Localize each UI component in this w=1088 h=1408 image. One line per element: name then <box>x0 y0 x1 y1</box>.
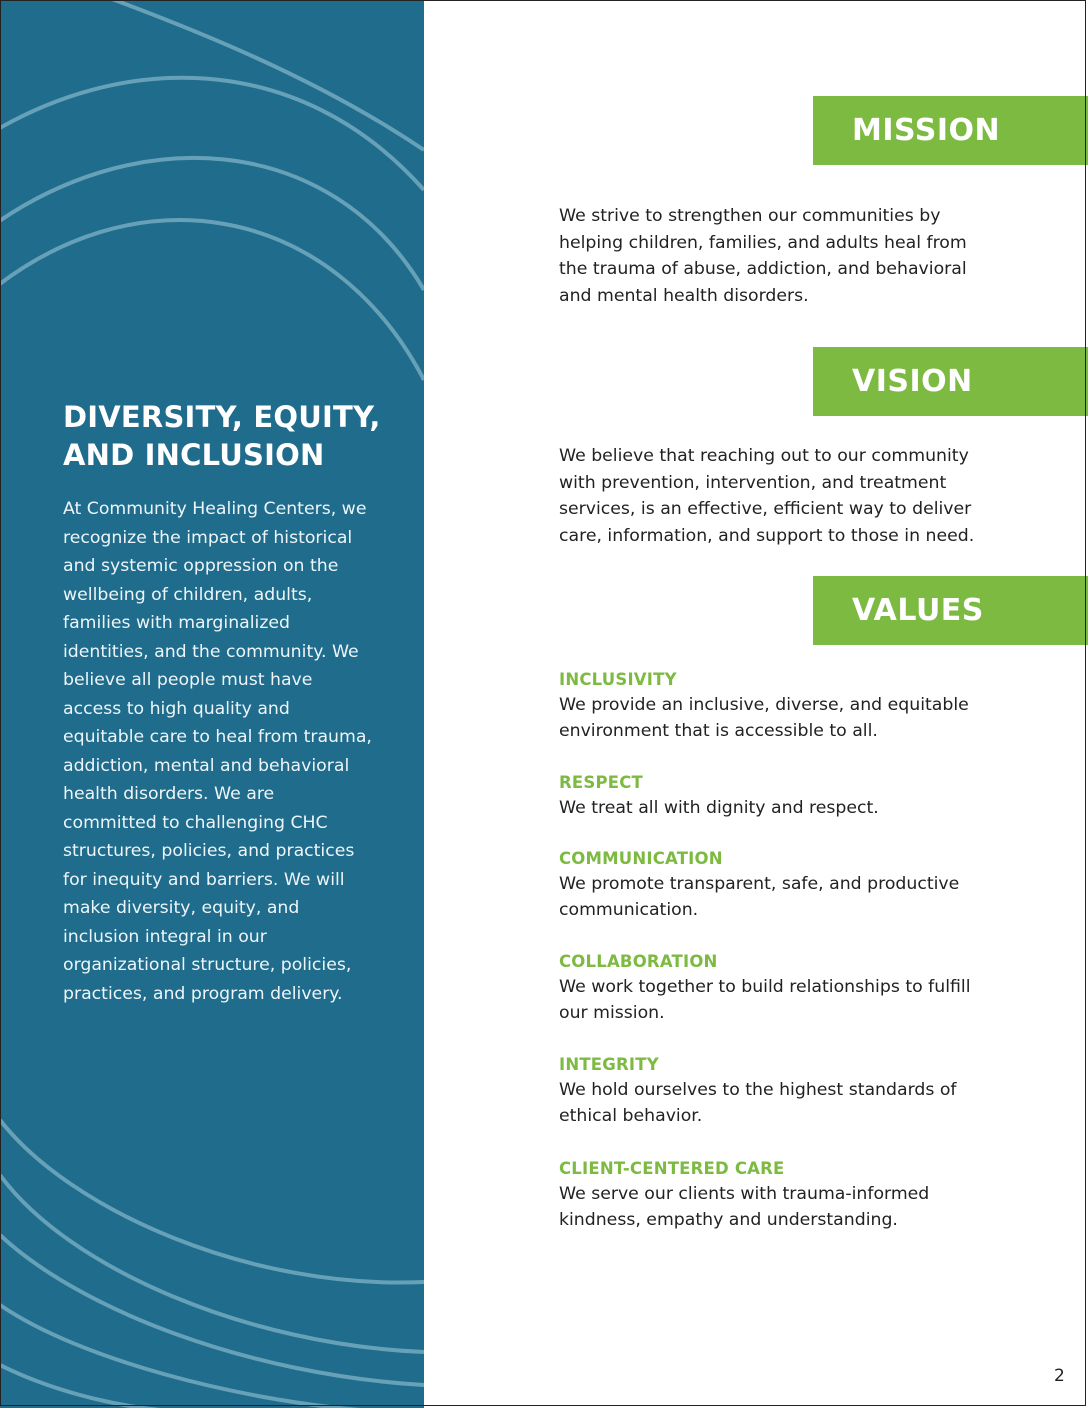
page-number: 2 <box>1054 1366 1065 1386</box>
curve-bottom-4 <box>0 1305 360 1408</box>
vision-text: We believe that reaching out to our community with prevention, intervention, and treatment services, is an effective, efficient way to deliver care, information, and support to those in need. <box>559 446 975 547</box>
values-banner: VALUES <box>813 576 1088 645</box>
value-name: RESPECT <box>559 773 643 792</box>
value-description: We provide an inclusive, diverse, and equitable environment that is accessible to all. <box>559 695 969 741</box>
value-description: We promote transparent, safe, and productive communication. <box>559 874 960 920</box>
curve-bottom-1 <box>0 1120 424 1283</box>
value-item-communication <box>559 847 989 923</box>
curve-bottom-2 <box>0 1175 424 1352</box>
dei-heading-line-2: AND INCLUSION <box>63 438 325 472</box>
value-item-integrity <box>559 1053 989 1129</box>
value-name: COLLABORATION <box>559 952 718 971</box>
curve-top-4 <box>0 220 424 380</box>
value-description: We treat all with dignity and respect. <box>559 798 879 818</box>
value-description: We serve our clients with trauma-informed kindness, empathy and understanding. <box>559 1184 930 1230</box>
curve-bottom-5 <box>0 1365 160 1408</box>
curve-top-2 <box>0 78 424 190</box>
value-name: INCLUSIVITY <box>559 670 677 689</box>
dei-side-panel <box>0 0 424 1408</box>
dei-heading-line-1: DIVERSITY, EQUITY, <box>63 400 381 434</box>
dei-body-text: At Community Healing Centers, we recognize the impact of historical and systemic oppression on the wellbeing of children, adults, families with marginalized identities, and the community. We believe all people must have access to high quality and equitable care to heal from trauma, addiction, mental and behavioral health disorders. We are committed to challenging CHC structures, policies, and practices for inequity and barriers. We will make diversity, equity, and inclusion integral in our organizational structure, policies, practices, and program delivery. <box>63 499 372 1004</box>
mission-banner: MISSION <box>813 96 1088 165</box>
curve-top-1 <box>60 0 424 150</box>
value-description: We work together to build relationships to fulfill our mission. <box>559 977 971 1023</box>
mission-text: We strive to strengthen our communities by helping children, families, and adults heal from the trauma of abuse, addiction, and behavioral and mental health disorders. <box>559 206 967 307</box>
value-description: We hold ourselves to the highest standards of ethical behavior. <box>559 1080 957 1126</box>
dei-heading <box>63 398 403 474</box>
value-item-client-centered-care <box>559 1157 989 1233</box>
value-item-respect <box>559 771 989 821</box>
value-item-inclusivity <box>559 668 989 744</box>
value-name: INTEGRITY <box>559 1055 659 1074</box>
value-name: COMMUNICATION <box>559 849 723 868</box>
vision-banner: VISION <box>813 347 1088 416</box>
value-item-collaboration <box>559 950 989 1026</box>
value-name: CLIENT-CENTERED CARE <box>559 1159 785 1178</box>
